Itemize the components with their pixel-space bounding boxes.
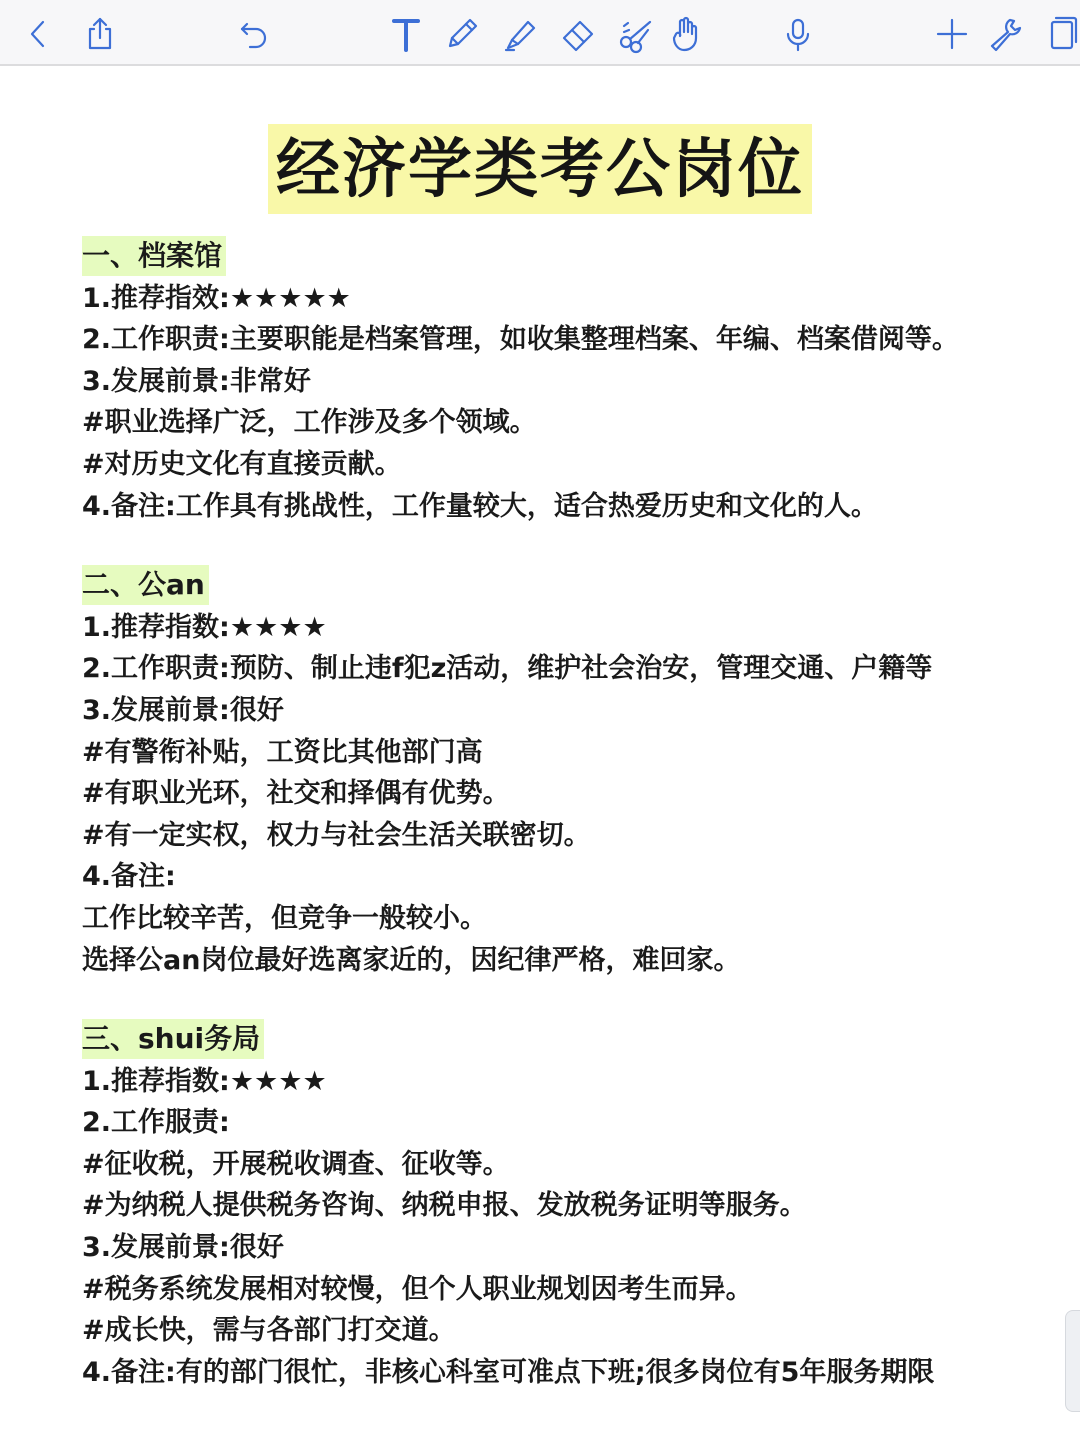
undo-icon[interactable] bbox=[228, 8, 280, 60]
section-heading: 二、公an bbox=[82, 565, 209, 605]
pages-icon[interactable] bbox=[1036, 8, 1080, 60]
share-icon[interactable] bbox=[74, 8, 126, 60]
highlighter-icon[interactable] bbox=[494, 8, 546, 60]
section-police bbox=[82, 565, 1022, 981]
text-line: 选择公an岗位最好选离家近的，因纪律严格，难回家。 bbox=[82, 944, 741, 976]
text-line: 3.发展前景:很好 bbox=[82, 1232, 284, 1264]
text-line: 1.推荐指效:★★★★★ bbox=[82, 282, 351, 314]
pen-icon[interactable] bbox=[436, 8, 488, 60]
text-line: 4.备注:工作具有挑战性，工作量较大，适合热爱历史和文化的人。 bbox=[82, 490, 878, 522]
text-line: #有职业光环，社交和择偶有优势。 bbox=[82, 778, 510, 810]
text-line: 3.发展前景:很好 bbox=[82, 694, 284, 726]
text-line: #有一定实权，权力与社会生活关联密切。 bbox=[82, 819, 591, 851]
scissors-icon[interactable] bbox=[610, 8, 662, 60]
text-line: 4.备注:有的部门很忙，非核心科室可准点下班;很多岗位有5年服务期限 bbox=[82, 1356, 935, 1388]
text-line: 2.工作职责:主要职能是档案管理，如收集整理档案、年编、档案借阅等。 bbox=[82, 324, 959, 356]
text-tool-icon[interactable] bbox=[380, 8, 432, 60]
back-icon[interactable] bbox=[12, 8, 64, 60]
section-heading: 三、shui务局 bbox=[82, 1019, 264, 1059]
note-content bbox=[82, 236, 1022, 1393]
text-line: 2.工作服责: bbox=[82, 1107, 230, 1139]
add-icon[interactable] bbox=[926, 8, 978, 60]
text-line: 3.发展前景:非常好 bbox=[82, 365, 311, 397]
text-line: 1.推荐指数:★★★★ bbox=[82, 611, 327, 643]
text-line: 4.备注: bbox=[82, 861, 176, 893]
microphone-icon[interactable] bbox=[772, 8, 824, 60]
wrench-icon[interactable] bbox=[980, 8, 1032, 60]
text-line: #成长快，需与各部门打交道。 bbox=[82, 1315, 456, 1347]
text-line: #税务系统发展相对较慢，但个人职业规划因考生而异。 bbox=[82, 1273, 753, 1305]
text-line: #征收税，开展税收调查、征收等。 bbox=[82, 1148, 510, 1180]
eraser-icon[interactable] bbox=[552, 8, 604, 60]
note-page[interactable] bbox=[0, 66, 1080, 1440]
section-tax-bureau bbox=[82, 1019, 1022, 1393]
text-line: 1.推荐指数:★★★★ bbox=[82, 1065, 327, 1097]
page-scroll-handle[interactable] bbox=[1065, 1310, 1080, 1412]
section-heading: 一、档案馆 bbox=[82, 236, 226, 276]
text-line: 2.工作职责:预防、制止违f犯z活动，维护社会治安，管理交通、户籍等 bbox=[82, 653, 933, 685]
text-line: #对历史文化有直接贡献。 bbox=[82, 448, 402, 480]
page-title: 经济学类考公岗位 bbox=[268, 124, 812, 214]
section-archives bbox=[82, 236, 1022, 527]
text-line: #为纳税人提供税务咨询、纳税申报、发放税务证明等服务。 bbox=[82, 1190, 807, 1222]
text-line: #有警衔补贴，工资比其他部门高 bbox=[82, 736, 483, 768]
hand-icon[interactable] bbox=[662, 8, 714, 60]
text-line: #职业选择广泛，工作涉及多个领域。 bbox=[82, 407, 537, 439]
toolbar bbox=[0, 0, 1080, 66]
text-line: 工作比较辛苦，但竞争一般较小。 bbox=[82, 902, 487, 934]
